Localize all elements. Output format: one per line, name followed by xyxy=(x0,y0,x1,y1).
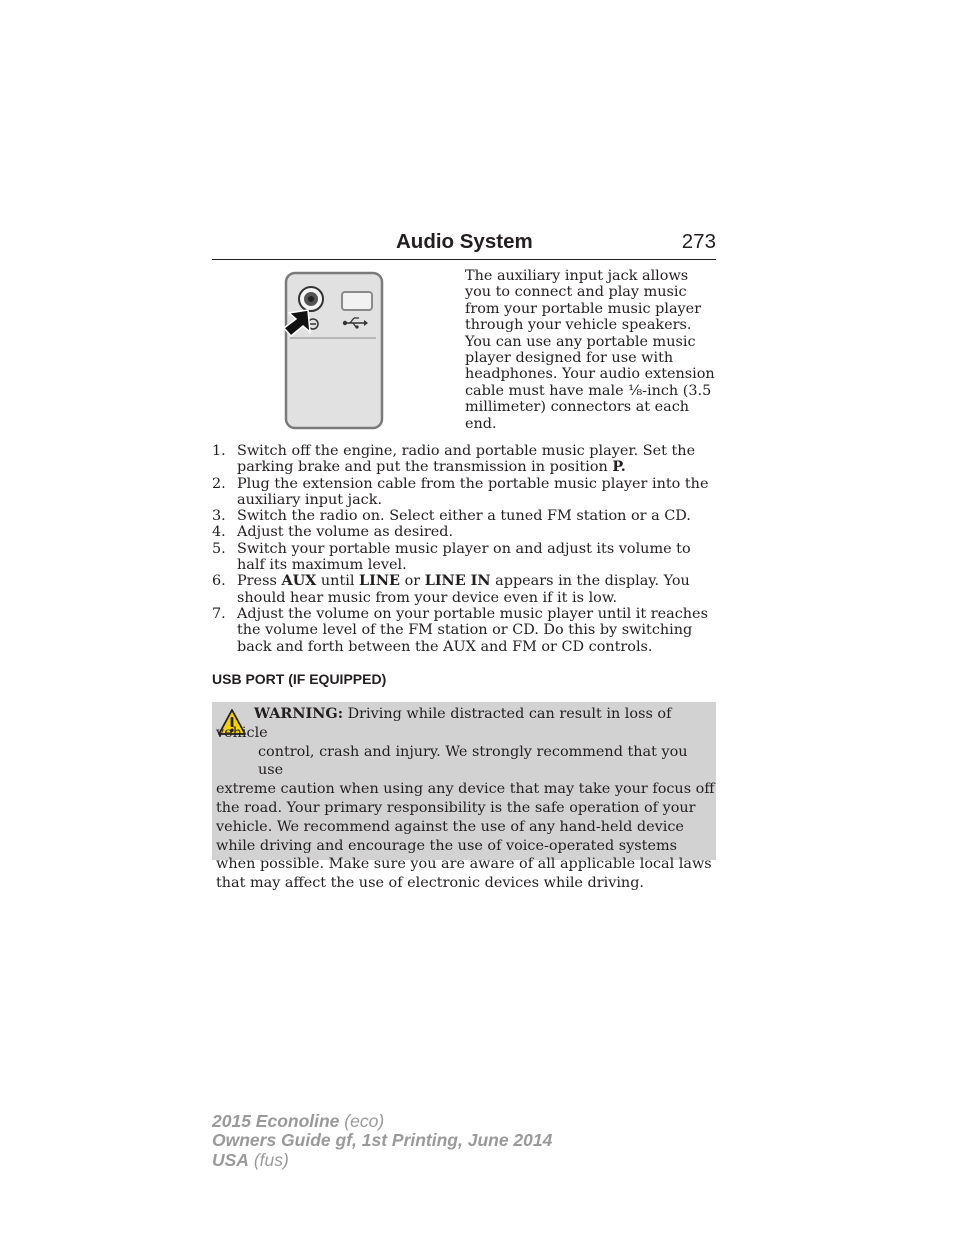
list-item: 6. Press AUX until LINE or LINE IN appears in the display. You should hear music from your device even if it is low. xyxy=(212,572,690,606)
section-heading: USB PORT (IF EQUIPPED) xyxy=(212,671,387,687)
list-item: 1. Switch off the engine, radio and portable music player. Set the parking brake and put the transmission in position P. xyxy=(212,443,696,476)
list-item: 3. Switch the radio on. Select either a tuned FM station or a CD. xyxy=(212,508,691,525)
aux-usb-panel-illustration xyxy=(276,270,390,432)
warning-label: WARNING: xyxy=(254,705,344,722)
page-header xyxy=(212,228,716,260)
instruction-steps xyxy=(212,443,716,655)
usb-port-icon xyxy=(342,292,372,329)
list-item: 2. Plug the extension cable from the portable music player into the auxiliary input jack. xyxy=(212,475,709,508)
warning-text: WARNING: Driving while distracted can result in loss of vehicle control, crash and injury. We strongly recommend that you use extreme caution when using any device that may take your focus off the road. Your primary responsibility is the safe operation of your vehicle. We recommend against the use of any hand-held device while driving and encourage the use of voice-operated systems when possible. Make sure you are aware of all applicable local laws that may affect the use of electronic devices while driving. xyxy=(216,705,715,892)
step-number: 4. xyxy=(212,524,226,541)
step-number: 6. xyxy=(212,573,226,590)
step-number: 2. xyxy=(212,475,226,492)
intro-paragraph: The auxiliary input jack allows you to connect and play music from your portable music player through your vehicle speakers. You can use any portable music player designed for use with headphones. Your audio extension cable must have male ⅛-inch (3.5 millimeter) connectors at each end. xyxy=(465,268,715,432)
step-number: 5. xyxy=(212,540,226,557)
step-number: 1. xyxy=(212,443,226,459)
list-item: 5. Switch your portable music player on and adjust its volume to half its maximum level. xyxy=(212,540,691,574)
list-item: 7. Adjust the volume on your portable music player until it reaches the volume level of the FM station or CD. Do this by switching back and forth between the AUX and FM or CD controls. xyxy=(212,605,708,655)
page-footer: 2015 Econoline (eco) Owners Guide gf, 1st Printing, June 2014 USA (fus) xyxy=(212,1111,553,1170)
step-number: 7. xyxy=(212,605,226,622)
step-number: 3. xyxy=(212,508,226,525)
list-item: 4. Adjust the volume as desired. xyxy=(212,524,454,541)
page-number: 273 xyxy=(681,230,716,253)
section-title: Audio System xyxy=(396,230,533,253)
warning-box xyxy=(212,702,716,892)
